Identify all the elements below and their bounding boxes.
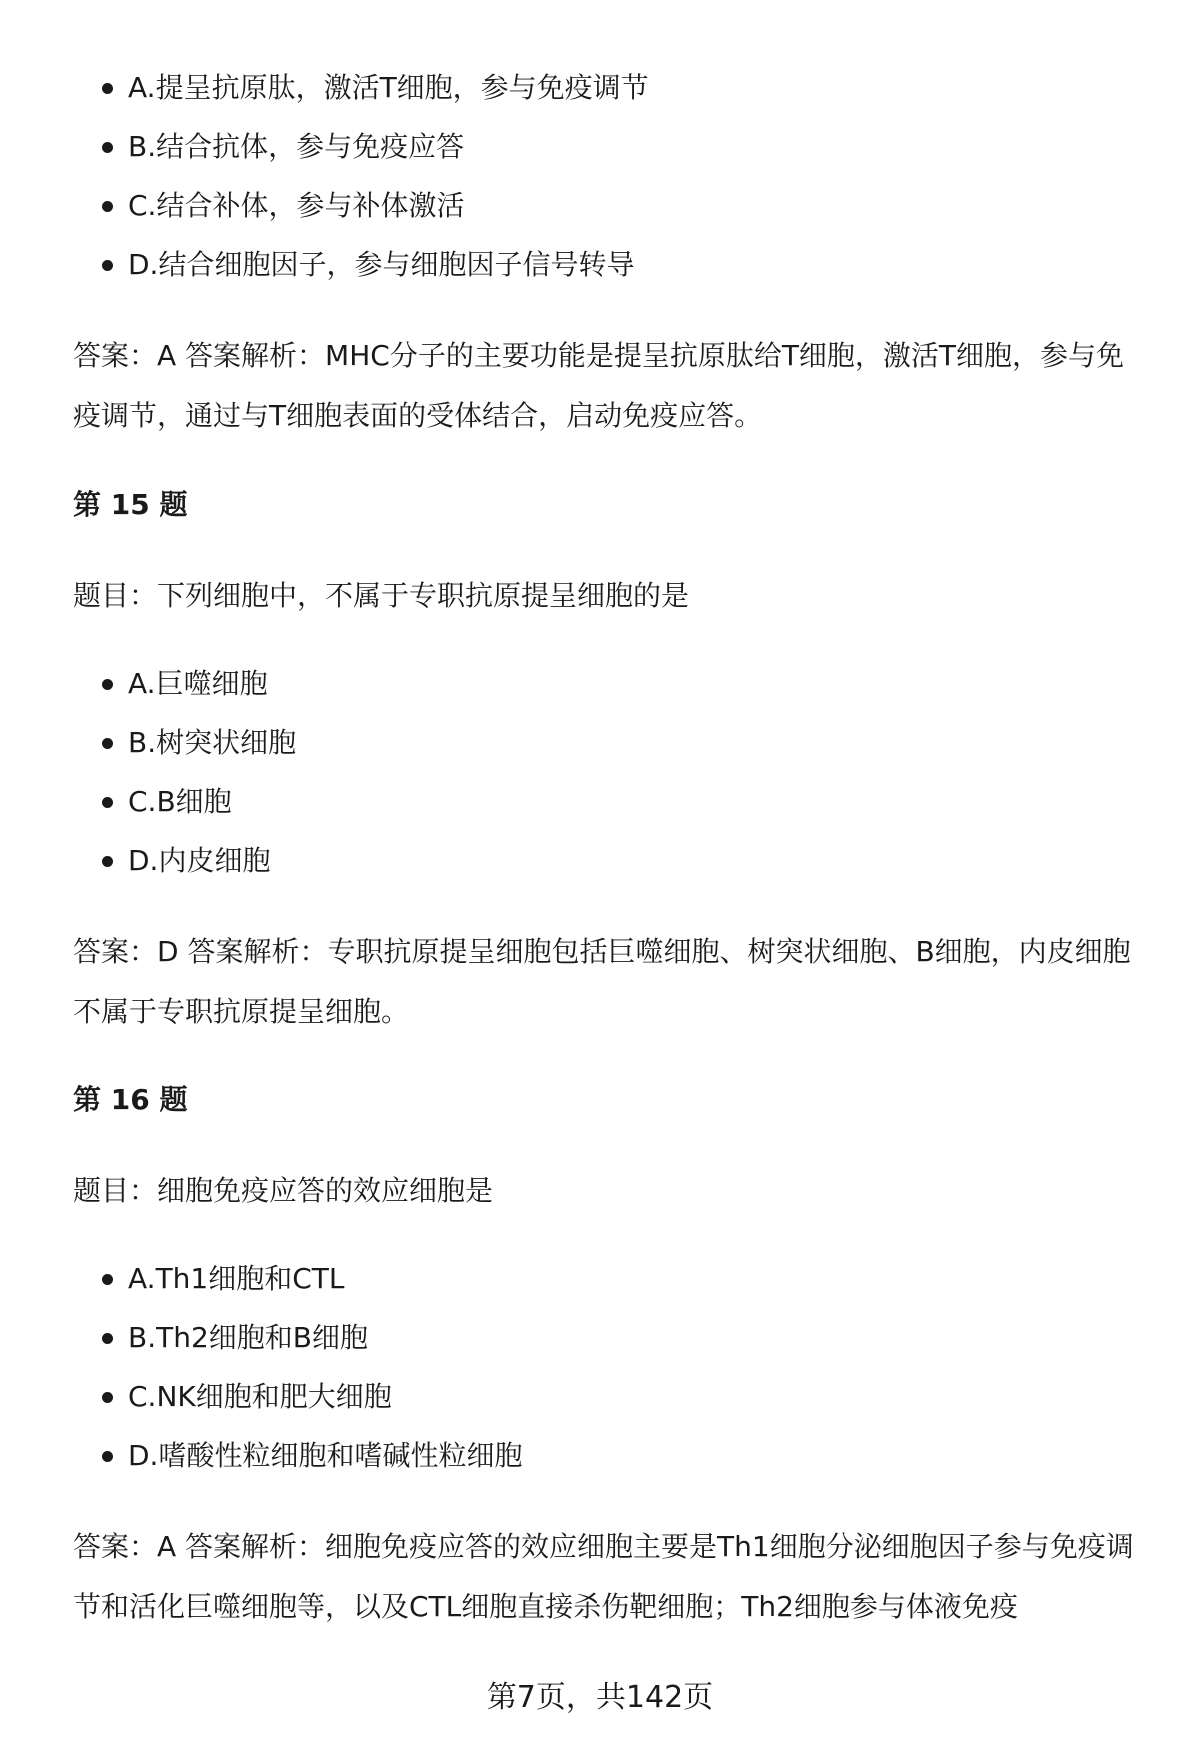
list-item: C.结合补体，参与补体激活 — [128, 186, 464, 226]
list-item: A.Th1细胞和CTL — [128, 1259, 344, 1299]
list-item: C.NK细胞和肥大细胞 — [128, 1377, 392, 1417]
question-text: 题目：下列细胞中，不属于专职抗原提呈细胞的是 — [73, 579, 690, 612]
list-item: D.内皮细胞 — [128, 841, 270, 881]
list-item: B.Th2细胞和B细胞 — [128, 1318, 368, 1358]
answer-paragraph: 答案：A 答案解析：细胞免疫应答的效应细胞主要是Th1细胞分泌细胞因子参与免疫调节和活化巨噬细胞等，以及CTL细胞直接杀伤靶细胞；Th2细胞参与体液免疫 — [73, 1530, 1134, 1623]
question-heading: 第 16 题 — [73, 1083, 188, 1116]
question-heading: 第 15 题 — [73, 488, 188, 521]
answer-paragraph: 答案：D 答案解析：专职抗原提呈细胞包括巨噬细胞、树突状细胞、B细胞，内皮细胞不属于专职抗原提呈细胞。 — [73, 935, 1131, 1028]
list-item: B.树突状细胞 — [128, 723, 296, 763]
answer-paragraph: 答案：A 答案解析：MHC分子的主要功能是提呈抗原肽给T细胞，激活T细胞，参与免疫调节，通过与T细胞表面的受体结合，启动免疫应答。 — [73, 339, 1125, 432]
question-text: 题目：细胞免疫应答的效应细胞是 — [73, 1174, 494, 1207]
list-item: B.结合抗体，参与免疫应答 — [128, 127, 464, 167]
page-footer: 第7页，共142页 — [486, 1680, 714, 1715]
list-item: A.巨噬细胞 — [128, 664, 268, 704]
list-item: A.提呈抗原肽，激活T细胞，参与免疫调节 — [128, 68, 649, 108]
list-item: D.嗜酸性粒细胞和嗜碱性粒细胞 — [128, 1436, 522, 1476]
list-item: C.B细胞 — [128, 782, 232, 822]
list-item: D.结合细胞因子，参与细胞因子信号转导 — [128, 245, 634, 285]
